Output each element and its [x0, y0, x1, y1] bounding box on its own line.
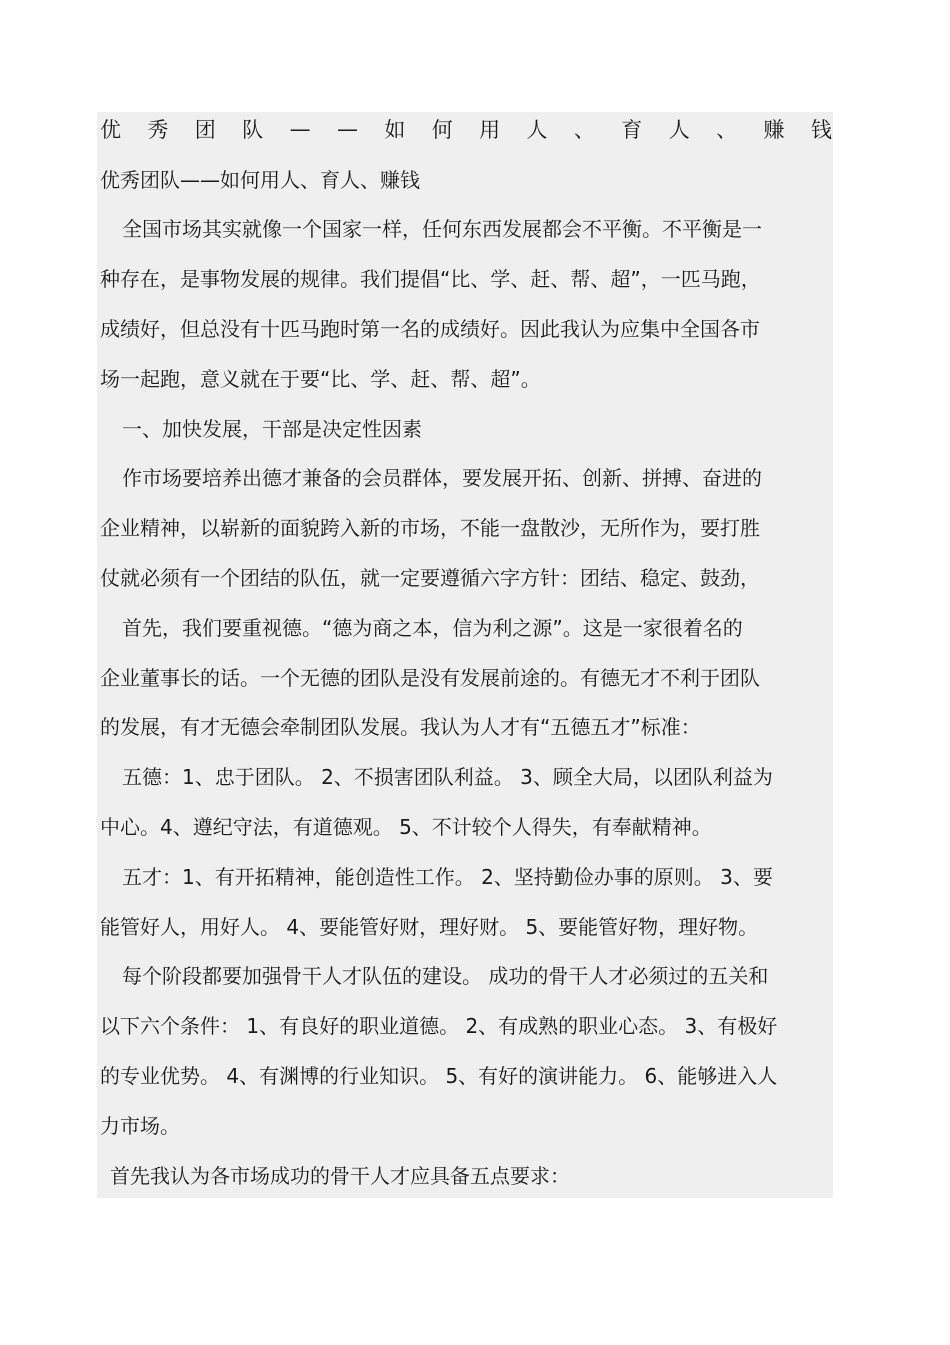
title-glyph: —	[336, 117, 358, 141]
title-glyph: 育	[621, 118, 643, 142]
title-glyph: 赚	[763, 118, 785, 142]
paragraph-line: 全国市场其实就像一个国家一样，任何东西发展都会不平衡。不平衡是一	[122, 217, 762, 241]
title-glyph: 人	[668, 118, 690, 142]
paragraph-line: 作市场要培养出德才兼备的会员群体，要发展开拓、创新、拼搏、奋进的	[122, 466, 762, 490]
paragraph-line: 以下六个条件： 1、有良好的职业道德。 2、有成熟的职业心态。 3、有极好	[100, 1014, 778, 1038]
title-glyph: 用	[479, 118, 501, 142]
title-glyph: 队	[242, 118, 264, 142]
title-glyph: 如	[384, 118, 406, 142]
title-glyph: 、	[716, 118, 738, 142]
document-subtitle: 优秀团队——如何用人、育人、赚钱	[100, 168, 420, 192]
paragraph-line: 企业董事长的话。一个无德的团队是没有发展前途的。有德无才不利于团队	[100, 666, 760, 690]
paragraph-line: 场一起跑，意义就在于要“比、学、赶、帮、超”。	[100, 367, 541, 391]
paragraph-line: 首先，我们要重视德。“德为商之本，信为利之源”。这是一家很着名的	[122, 616, 743, 640]
paragraph-line: 中心。4、遵纪守法，有道德观。 5、不计较个人得失，有奉献精神。	[100, 815, 712, 839]
paragraph-line: 的发展，有才无德会牵制团队发展。我认为人才有“五德五才”标准：	[100, 715, 701, 739]
title-glyph: 人	[526, 118, 548, 142]
paragraph-line: 每个阶段都要加强骨干人才队伍的建设。 成功的骨干人才必须过的五关和	[122, 964, 769, 988]
title-glyph: 何	[431, 118, 453, 142]
title-glyph: 秀	[147, 118, 169, 142]
paragraph-line: 五才：1、有开拓精神，能创造性工作。 2、坚持勤俭办事的原则。 3、要	[122, 865, 773, 889]
title-glyph: 钱	[810, 118, 832, 142]
paragraph-line: 五德：1、忠于团队。 2、不损害团队利益。 3、顾全大局，以团队利益为	[122, 765, 773, 789]
section-heading: 一、加快发展，干部是决定性因素	[122, 417, 422, 441]
paragraph-line: 仗就必须有一个团结的队伍，就一定要遵循六字方针：团结、稳定、鼓劲，	[100, 566, 760, 590]
paragraph-line: 成绩好，但总没有十匹马跑时第一名的成绩好。因此我认为应集中全国各市	[100, 317, 760, 341]
paragraph-line: 能管好人，用好人。 4、要能管好财，理好财。 5、要能管好物，理好物。	[100, 915, 759, 939]
paragraph-line: 企业精神，以崭新的面貌跨入新的市场，不能一盘散沙，无所作为，要打胜	[100, 516, 760, 540]
paragraph-line: 力市场。	[100, 1114, 180, 1138]
paragraph-line: 首先我认为各市场成功的骨干人才应具备五点要求：	[110, 1164, 570, 1188]
title-glyph: 优	[100, 118, 121, 142]
title-glyph: —	[289, 117, 311, 141]
title-glyph: 团	[194, 118, 216, 142]
paragraph-line: 种存在，是事物发展的规律。我们提倡“比、学、赶、帮、超”，一匹马跑，	[100, 267, 761, 291]
title-glyph: 、	[573, 118, 595, 142]
document-title-spaced	[100, 113, 832, 145]
paragraph-line: 的专业优势。 4、有渊博的行业知识。 5、有好的演讲能力。 6、能够进入人	[100, 1064, 778, 1088]
